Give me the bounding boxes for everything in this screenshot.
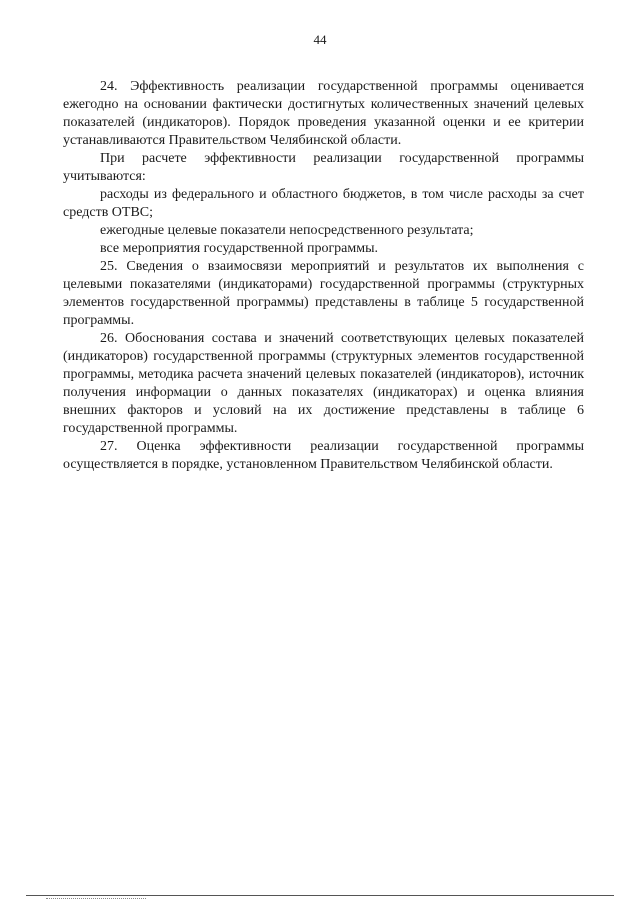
paragraph-25: 25. Сведения о взаимосвязи мероприятий и результатов их выполнения с целевыми показателями (индикаторами) государственной программы (структурных элементов государственной программы) представлены в таблице 5 государственной программы. xyxy=(63,259,584,328)
paragraph-budget-expenses: расходы из федерального и областного бюджетов, в том числе расходы за счет средств ОТВС; xyxy=(63,187,584,220)
paragraph-24: 24. Эффективность реализации государственной программы оценивается ежегодно на основании фактически достигнутых количественных значений целевых показателей (индикаторов). Порядок проведения указанной оценки и ее критерии устанавливаются Правительством Челябинской области. xyxy=(63,79,584,148)
paragraph-27: 27. Оценка эффективности реализации государственной программы осуществляется в порядке, установленном Правительством Челябинской области. xyxy=(63,439,584,472)
page-bottom-rule xyxy=(26,895,614,896)
paragraph-annual-targets: ежегодные целевые показатели непосредственного результата; xyxy=(100,223,474,238)
paragraph-calculation-intro: При расчете эффективности реализации государственной программы учитываются: xyxy=(63,151,584,184)
page-number: 44 xyxy=(313,32,327,47)
page-bottom-scan-mark xyxy=(46,898,146,899)
paragraph-26: 26. Обоснования состава и значений соответствующих целевых показателей (индикаторов) государственной программы (структурных элементов государственной программы, методика расчета значений целевых показателей (индикаторов), источник получения информации о данных показателях (индикаторах) и оценка влияния внешних факторов и условий на их достижение представлены в таблице 6 государственной программы. xyxy=(63,331,584,436)
document-body xyxy=(63,78,584,474)
paragraph-all-activities: все мероприятия государственной программы. xyxy=(100,241,379,256)
